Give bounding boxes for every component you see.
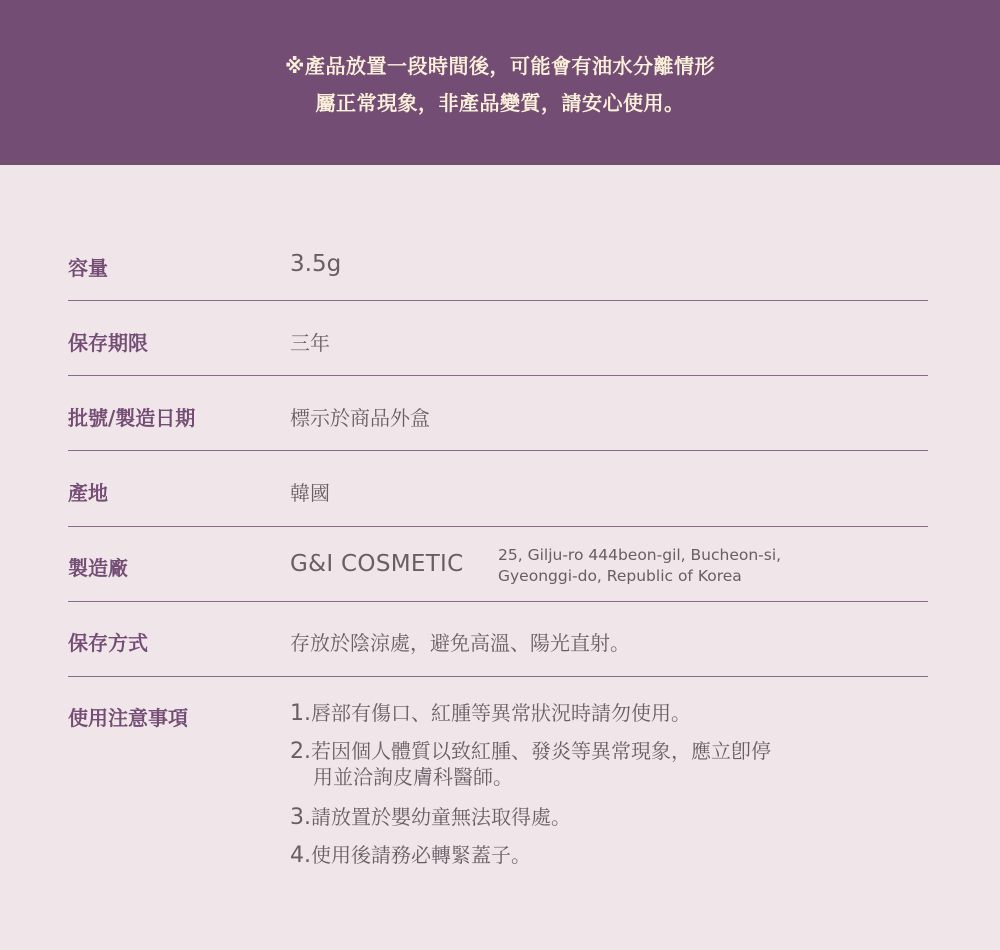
- precaution-number: 1.: [290, 701, 311, 726]
- precautions-label: 使用注意事項: [68, 706, 188, 730]
- precaution-text: 若因個人體質以致紅腫、發炎等異常現象，應立卽停: [311, 739, 771, 763]
- precaution-number: 2.: [290, 739, 311, 764]
- row-divider: [68, 450, 928, 451]
- precaution-item: [290, 700, 691, 727]
- capacity-label: 容量: [68, 256, 108, 280]
- manufacturer-address-line-2: Gyeonggi-do, Republic of Korea: [498, 567, 742, 585]
- precaution-text: 唇部有傷口、紅腫等異常狀況時請勿使用。: [311, 701, 691, 725]
- precaution-item: [290, 804, 571, 831]
- manufacturer-label: 製造廠: [68, 556, 128, 580]
- precaution-item: [290, 842, 531, 869]
- row-divider: [68, 300, 928, 301]
- notice-line-2: 屬正常現象，非產品變質，請安心使用。: [315, 91, 685, 115]
- precaution-text-continued: 用並洽詢皮膚科醫師。: [313, 765, 513, 789]
- origin-value: 韓國: [290, 481, 330, 505]
- capacity-value: 3.5g: [290, 251, 342, 277]
- shelf-life-value: 三年: [290, 331, 330, 355]
- shelf-life-label: 保存期限: [68, 331, 148, 355]
- storage-label: 保存方式: [68, 631, 148, 655]
- row-divider: [68, 601, 928, 602]
- batch-date-value: 標示於商品外盒: [290, 406, 430, 430]
- batch-date-label: 批號/製造日期: [68, 406, 196, 430]
- precaution-text: 請放置於嬰幼童無法取得處。: [311, 805, 571, 829]
- manufacturer-address-line-1: 25, Gilju-ro 444beon-gil, Bucheon-si,: [498, 546, 782, 564]
- origin-label: 產地: [68, 481, 108, 505]
- manufacturer-company: G&I COSMETIC: [290, 551, 464, 577]
- precaution-number: 4.: [290, 843, 311, 868]
- precaution-number: 3.: [290, 805, 311, 830]
- storage-value: 存放於陰涼處，避免高溫、陽光直射。: [290, 631, 630, 655]
- precaution-item: [290, 738, 771, 789]
- notice-banner: [0, 0, 1000, 165]
- row-divider: [68, 526, 928, 527]
- precaution-text: 使用後請務必轉緊蓋子。: [311, 843, 531, 867]
- row-divider: [68, 676, 928, 677]
- row-divider: [68, 375, 928, 376]
- notice-line-1: ※產品放置一段時間後，可能會有油水分離情形: [285, 54, 715, 78]
